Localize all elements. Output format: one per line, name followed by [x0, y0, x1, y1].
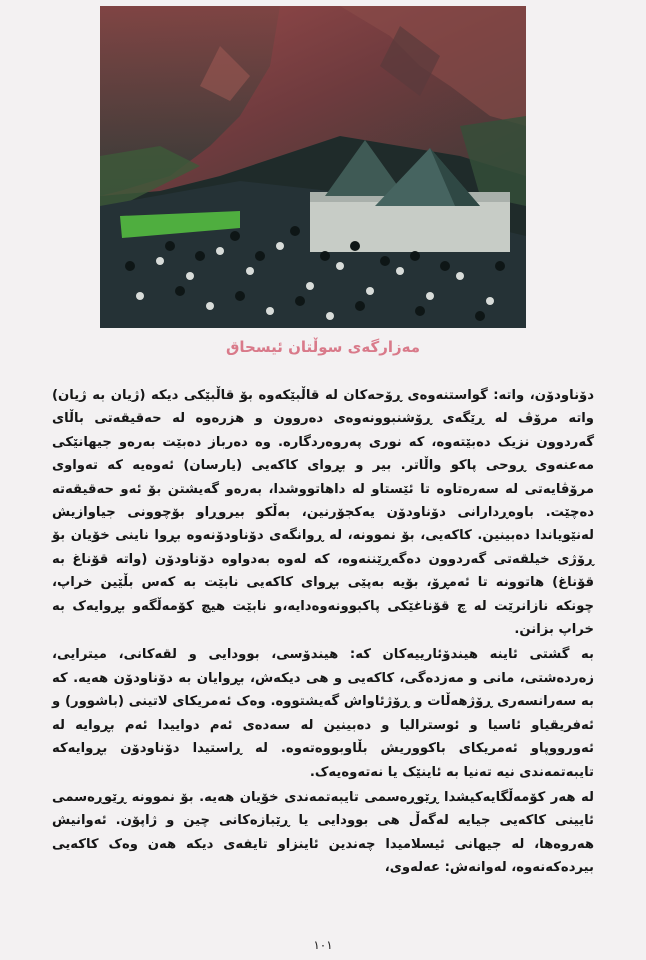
body-text	[52, 384, 594, 880]
page-number: ١٠١	[313, 938, 333, 952]
photo-caption: مەزارگەی سوڵتان ئیسحاق	[225, 338, 421, 356]
shrine-photo	[100, 6, 526, 328]
paragraph-2: بە گشتی ئاینە هیندۆئارییەکان کە: هیندۆسی، بوودایی و لقەکانی، میترایی، زەردەشتی، مانی و مەزدەگی، کاکەیی و هی دیکەش، بڕوایان بە دۆناودۆن هەیە. کە بە سەرانسەری ڕۆژهەڵات و ڕۆژئاواش گەیشتووە. وەک ئەمریکای لاتینی (باشوور) و ئەفریقیاو ئاسیا و ئوسترالیا و دەبینین لە سەدەی ئەم دواییدا ئەم بڕوایە لە ئەورووپاو ئەمریکای باکووریش بڵاوبووەتەوە. لە ڕاستیدا دۆناودۆن بڕوایەکە تایبەتمەندی نیە تەنیا بە ئاینێک یا نەتەوەیەک.	[52, 647, 594, 780]
paragraph-3: لە هەر کۆمەڵگایەکیشدا ڕێوڕەسمی تایبەتمەندی خۆیان هەیە. بۆ نموونە ڕێوڕەسمی ئایینی کاکەیی جیایە لەگەڵ هی بوودایی یا ڕێبازەکانی چین و ژاپۆن. ئەوانیش هەروەها، لە جیهانی ئیسلامیدا چەندین ئاینزاو تایفەی دیکە هەن وەک کاکەیی بیردەکەنەوە، لەوانەش: عەلەوی،	[52, 789, 594, 876]
paragraph-1: دۆناودۆن، واتە: گواستنەوەی ڕۆحەکان لە قاڵبێکەوە بۆ قاڵبێکی دیکە (ژیان بە ژیان) واتە مرۆڤ لە ڕێگەی ڕۆشنبوونەوەی دەروون و هزرەوە لە حەقیقەتی باڵای گەردوون نزیک دەبێتەوە، کە نوری پەروەردگارە. وە دەرباز دەبێت بەرەو جیهانێکی مەعنەوی ڕوحی پاکو واڵاتر. بیر و بڕوای کاکەیی (یارسان) ئەوەیە کە تەواوی مرۆڤایەتی لە سەرەتاوە تا ئێستاو لە داهاتووشدا، بەرەو گەیشتن بۆ ئەو حەقیقەتە دەچێت. باوەڕدارانی دۆناودۆن یەکجۆرنین، بەڵکو بیروڕاو بۆچوونی جیاوازیش لەنێویاندا دەبینین. کاکەیی، بۆ نموونە، لە ڕوانگەی دۆناودۆنەوە بڕوا ناینی خۆیان بۆ ڕۆژی خیلقەتی گەردوون دەگەڕێننەوە، کە لەوە بەدواوە دۆناودۆن (واتە قۆناغ بە قۆناغ) هاتوونە تا ئەمڕۆ، بۆیە بەپێی بڕوای کاکەیی نابێت بە کەس بڵێین خراپ، چونکە نازانرێت لە چ قۆناغێکی پاکبوونەوەدایە،و نابێت هیچ کۆمەڵگەو بڕوایەک بە خراپ بزانن.	[52, 388, 594, 638]
